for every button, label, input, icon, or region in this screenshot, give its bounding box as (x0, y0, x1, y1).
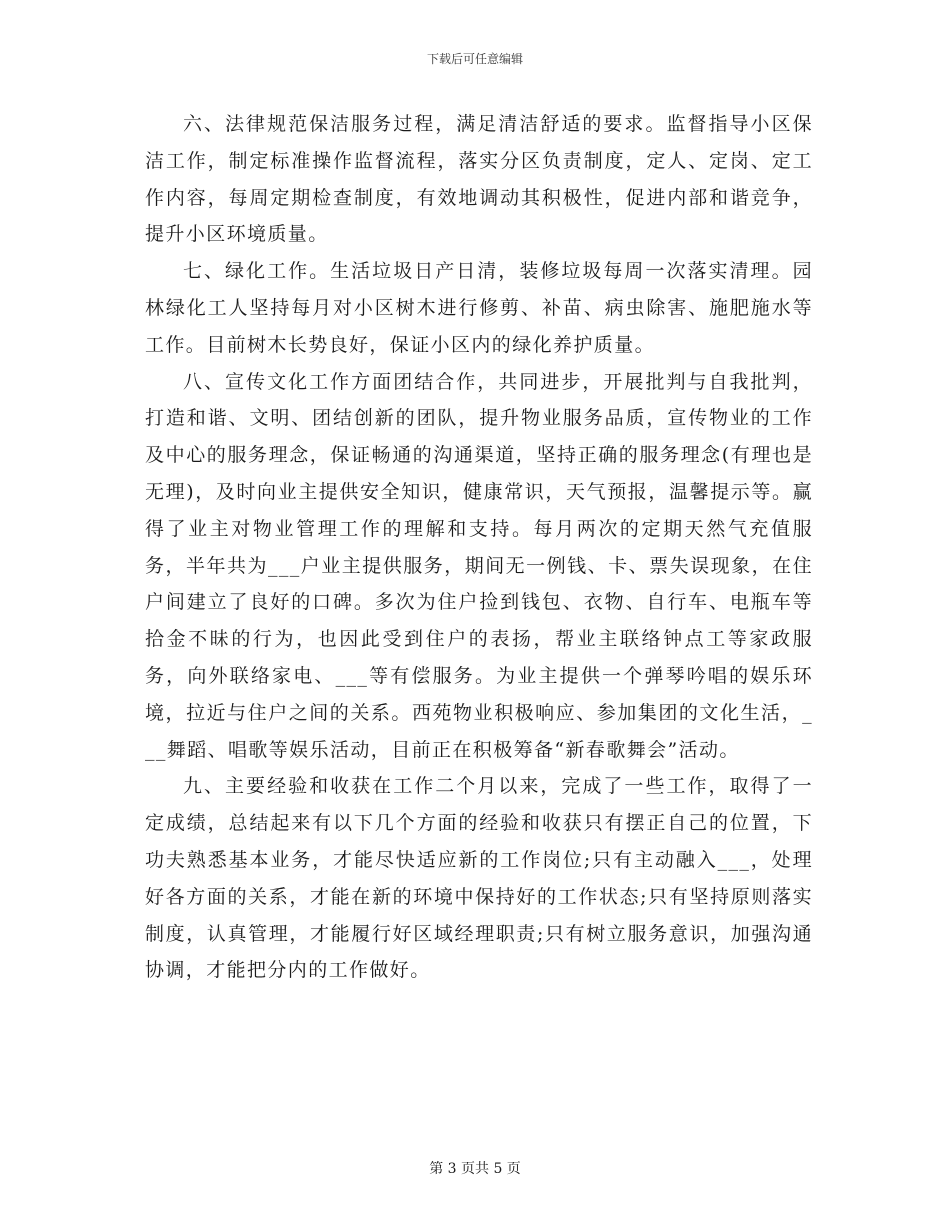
paragraph-section-9: 九、主要经验和收获在工作二个月以来，完成了一些工作，取得了一定成绩，总结起来有以下几个方面的经验和收获只有摆正自己的位置，下功夫熟悉基本业务，才能尽快适应新的工作岗位;只有主动融入___，处理好各方面的关系，才能在新的环境中保持好的工作状态;只有坚持原则落实制度，认真管理，才能履行好区域经理职责;只有树立服务意识，加强沟通协调，才能把分内的工作做好。 (145, 775, 813, 982)
paragraph-section-6: 六、法律规范保洁服务过程，满足清洁舒适的要求。监督指导小区保洁工作，制定标准操作监督流程，落实分区负责制度，定人、定岗、定工作内容，每周定期检查制度，有效地调动其积极性，促进内部和谐竞争，提升小区环境质量。 (145, 113, 813, 246)
document-body (145, 106, 813, 989)
page-header: 下载后可任意编辑 (426, 52, 523, 66)
paragraph-section-7: 七、绿化工作。生活垃圾日产日清，装修垃圾每周一次落实清理。园林绿化工人坚持每月对小区树木进行修剪、补苗、病虫除害、施肥施水等工作。目前树木长势良好，保证小区内的绿化养护质量。 (145, 260, 813, 356)
paragraph-section-8: 八、宣传文化工作方面团结合作，共同进步，开展批判与自我批判，打造和谐、文明、团结创新的团队，提升物业服务品质，宣传物业的工作及中心的服务理念，保证畅通的沟通渠道，坚持正确的服务理念(有理也是无理)，及时向业主提供安全知识，健康常识，天气预报，温馨提示等。赢得了业主对物业管理工作的理解和支持。每月两次的定期天然气充值服务，半年共为___户业主提供服务，期间无一例钱、卡、票失误现象，在住户间建立了良好的口碑。多次为住户捡到钱包、衣物、自行车、电瓶车等拾金不昧的行为，也因此受到住户的表扬，帮业主联络钟点工等家政服务，向外联络家电、___等有偿服务。为业主提供一个弹琴吟唱的娱乐环境，拉近与住户之间的关系。西苑物业积极响应、参加集团的文化生活，___舞蹈、唱歌等娱乐活动，目前正在积极筹备“新春歌舞会”活动。 (145, 370, 813, 761)
page-number-footer: 第 3 页共 5 页 (429, 1161, 521, 1177)
